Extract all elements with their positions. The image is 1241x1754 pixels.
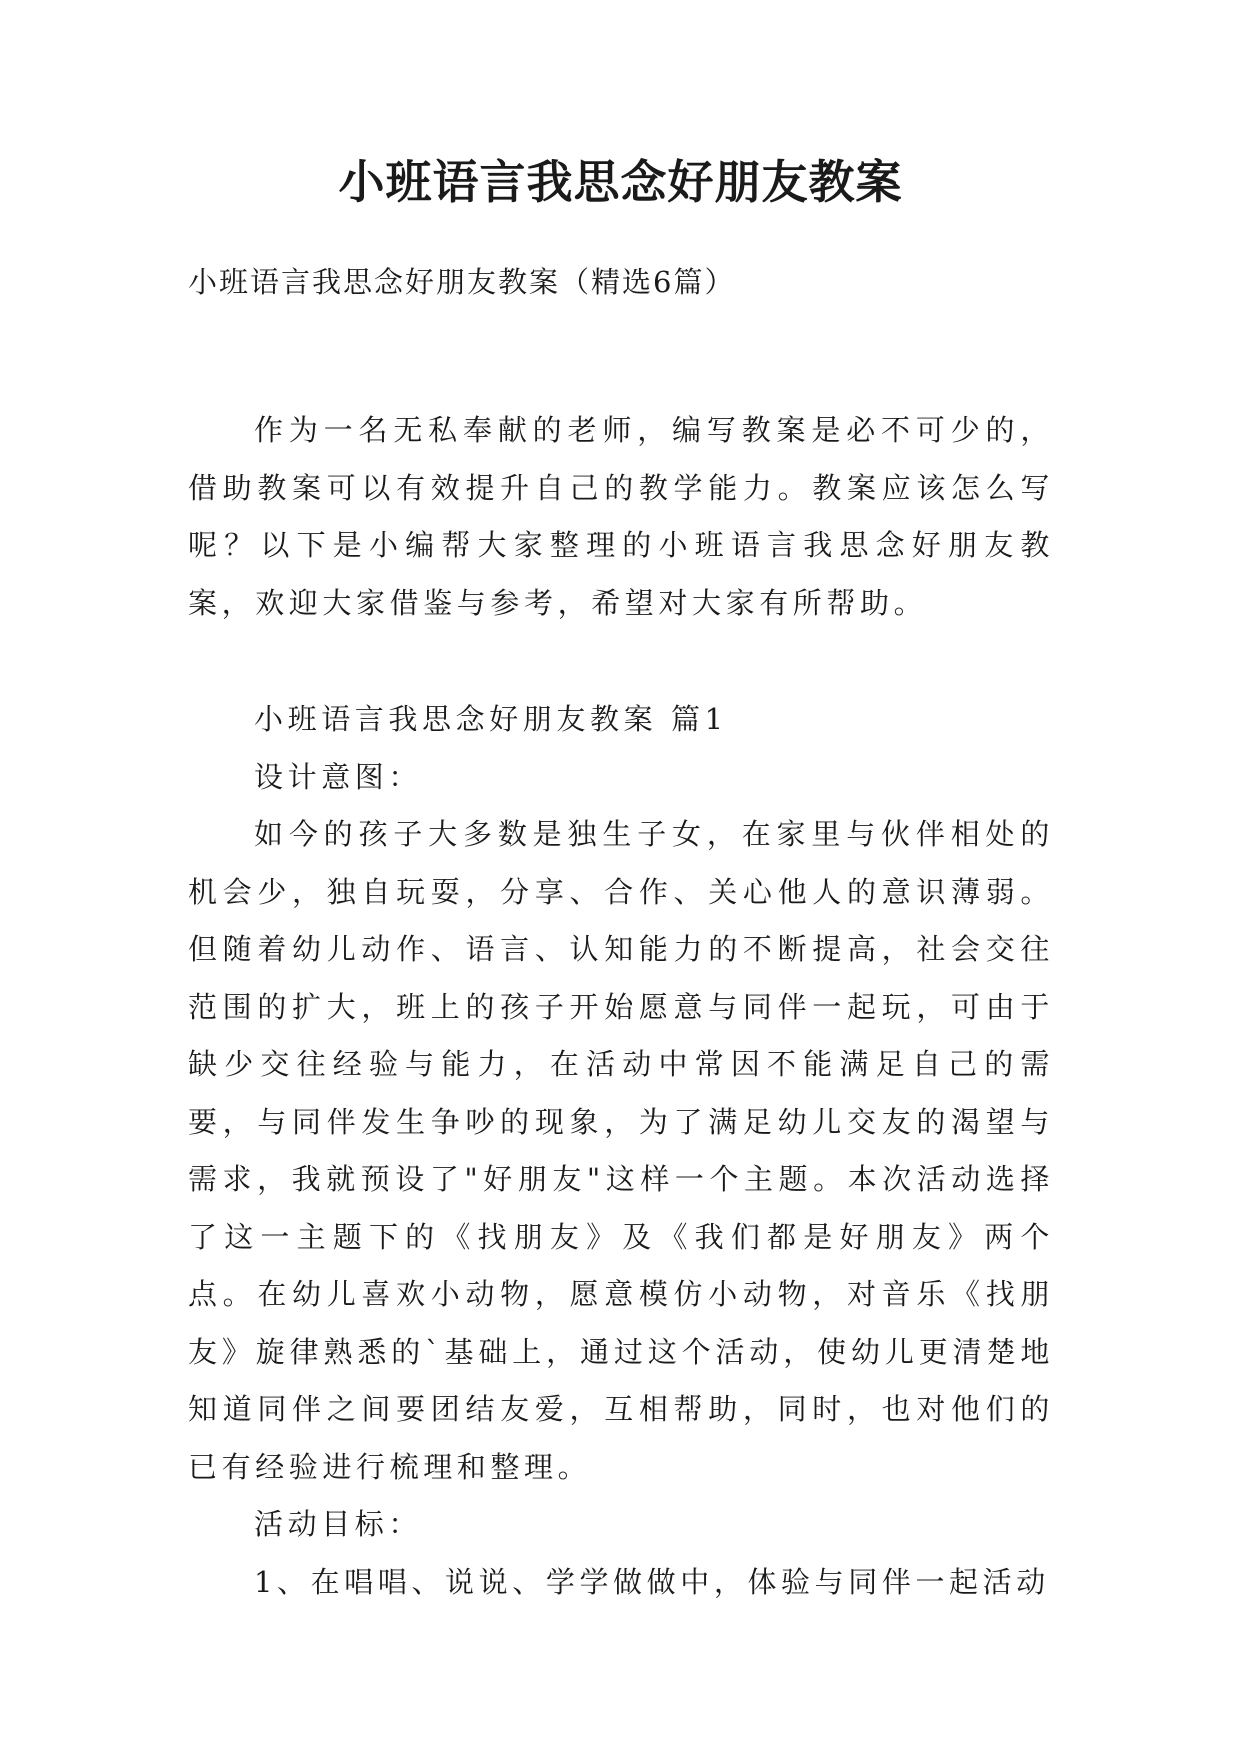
document-title: 小班语言我思念好朋友教案 — [338, 155, 903, 209]
article-heading: 小班语言我思念好朋友教案 篇1 — [254, 702, 728, 736]
design-intent-label: 设计意图： — [254, 759, 423, 794]
activity-goal-item: 1、在唱唱、说说、学学做做中，体验与同伴一起活动 — [254, 1564, 1050, 1599]
document-subtitle: 小班语言我思念好朋友教案（精选6篇） — [188, 265, 736, 299]
intro-paragraph: 作为一名无私奉献的老师，编写教案是必不可少的，借助教案可以有效提升自己的教学能力。教案应该怎么写呢？以下是小编帮大家整理的小班语言我思念好朋友教案，欢迎大家借鉴与参考，希望对大家有所帮助。 — [188, 413, 1054, 620]
activity-goals-label: 活动目标： — [254, 1507, 423, 1541]
intro-section — [188, 402, 1054, 632]
design-intent-paragraph: 如今的孩子大多数是独生子女，在家里与伙伴相处的机会少，独自玩耍，分享、合作、关心他人的意识薄弱。但随着幼儿动作、语言、认知能力的不断提高，社会交往范围的扩大，班上的孩子开始愿意与同伴一起玩，可由于缺少交往经验与能力，在活动中常因不能满足自己的需要，与同伴发生争吵的现象，为了满足幼儿交友的渴望与需求，我就预设了"好朋友"这样一个主题。本次活动选择了这一主题下的《找朋友》及《我们都是好朋友》两个点。在幼儿喜欢小动物，愿意模仿小动物，对音乐《找朋友》旋律熟悉的`基础上，通过这个活动，使幼儿更清楚地知道同伴之间要团结友爱，互相帮助，同时，也对他们的已有经验进行梳理和整理。 — [188, 817, 1054, 1484]
article-section — [188, 691, 1054, 1611]
